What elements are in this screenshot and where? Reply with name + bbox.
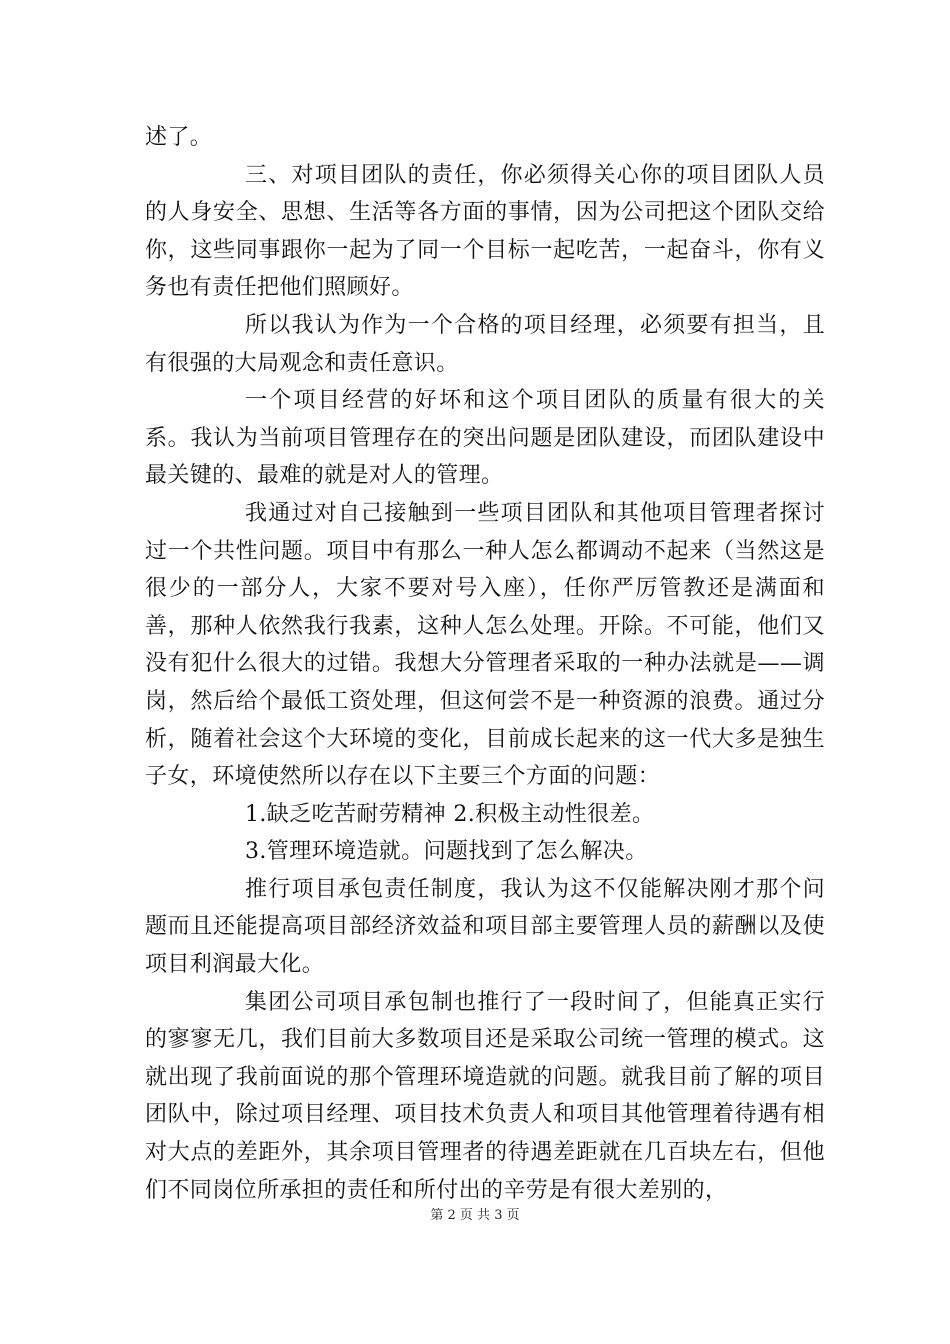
body-text [145, 119, 825, 1209]
page-footer [0, 1204, 950, 1223]
paragraph-contract-system: 推行项目承包责任制度，我认为这不仅能解决刚才那个问题而且还能提高项目部经济效益和项目部主要管理人员的薪酬以及使项目利润最大化。 [145, 876, 825, 978]
page-number-label: 第 2 页 共 3 页 [430, 1208, 520, 1223]
paragraph-problem-list-2: 3.管理环境造就。问题找到了怎么解决。 [245, 839, 648, 865]
paragraph-continuation: 述了。 [145, 125, 213, 150]
paragraph-qualified-manager: 所以我认为作为一个合格的项目经理，必须要有担当，且有很强的大局观念和责任意识。 [145, 312, 825, 376]
paragraph-common-problem: 我通过对自己接触到一些项目团队和其他项目管理者探讨过一个共性问题。项目中有那么一种人怎么都调动不起来（当然这是很少的一部分人，大家不要对号入座），任你严厉管教还是满面和善，那种人依然我行我素，这种人怎么处理。开除。不可能，他们又没有犯什么很大的过错。我想大分管理者采取的一种办法就是——调岗，然后给个最低工资处理，但这何尝不是一种资源的浪费。通过分析，随着社会这个大环境的变化，目前成长起来的这一代大多是独生子女，环境使然所以存在以下主要三个方面的问题： [145, 500, 825, 790]
paragraph-team-responsibility: 三、对项目团队的责任，你必须得关心你的项目团队人员的人身安全、思想、生活等各方面的事情，因为公司把这个团队交给你，这些同事跟你一起为了同一个目标一起吃苦，一起奋斗，你有义务也有责任把他们照顾好。 [145, 162, 825, 301]
paragraph-team-quality: 一个项目经营的好坏和这个项目团队的质量有很大的关系。我认为当前项目管理存在的突出问题是团队建设，而团队建设中最关键的、最难的就是对人的管理。 [145, 388, 825, 489]
paragraph-group-company: 集团公司项目承包制也推行了一段时间了，但能真正实行的寥寥无几，我们目前大多数项目还是采取公司统一管理的模式。这就出现了我前面说的那个管理环境造就的问题。就我目前了解的项目团队中，除过项目经理、项目技术负责人和项目其他管理着待遇有相对大点的差距外，其余项目管理者的待遇差距就在几百块左右，但他们不同岗位所承担的责任和所付出的辛劳是有很大差别的， [145, 989, 825, 1203]
paragraph-problem-list-1: 1.缺乏吃苦耐劳精神 2.积极主动性很差。 [245, 801, 655, 827]
